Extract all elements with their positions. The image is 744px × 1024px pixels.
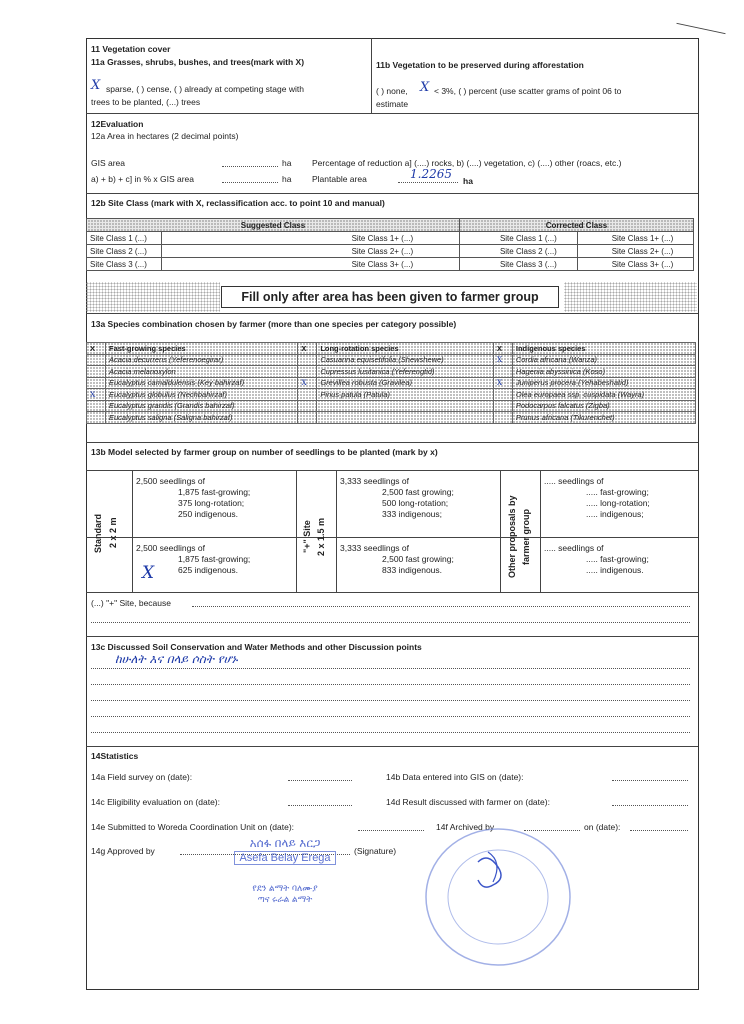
site-class-cell[interactable]: Site Class 2 (...) bbox=[87, 245, 162, 258]
x-header: X bbox=[298, 343, 317, 355]
s11b-text1: ( ) none, bbox=[376, 86, 408, 96]
field-survey-label: 14a Field survey on (date): bbox=[91, 772, 193, 782]
gis-entry-label: 14b Data entered into GIS on (date): bbox=[386, 772, 524, 782]
ha-unit: ha bbox=[282, 158, 292, 168]
s13c-title: 13c Discussed Soil Conservation and Water Methods and other Discussion points bbox=[91, 642, 422, 652]
s12-title: 12Evaluation bbox=[91, 119, 144, 129]
model-other-1[interactable]: ..... seedlings of ..... fast-growing; ..... long-rotation; ..... indigenous; bbox=[544, 476, 650, 519]
species-cell bbox=[317, 412, 494, 424]
standard-label: Standard bbox=[93, 513, 103, 553]
species-cell: Eucalyptus camaldulensis (Key bahirzaf) bbox=[106, 377, 298, 389]
site-class-cell[interactable]: Site Class 1+ (...) bbox=[577, 232, 693, 245]
s11a-text2: trees to be planted, (...) trees bbox=[91, 97, 201, 107]
species-cell: Acacia decurrens (Yeferenoegirar) bbox=[106, 354, 298, 366]
model-plus-2[interactable]: 3,333 seedlings of 2,500 fast growing; 833 indigenous. bbox=[340, 543, 454, 575]
species-mark[interactable] bbox=[298, 354, 317, 366]
indigenous-header: Indigenous species bbox=[512, 343, 695, 355]
plus-site-label: "+" Site bbox=[302, 520, 312, 553]
archived-label: 14f Archived by bbox=[436, 822, 495, 832]
ha-unit: ha bbox=[463, 176, 473, 186]
round-seal-icon bbox=[418, 822, 578, 972]
site-class-cell[interactable]: Site Class 2 (...) bbox=[459, 245, 577, 258]
table-row bbox=[87, 258, 694, 271]
eligibility-label: 14c Eligibility evaluation on (date): bbox=[91, 797, 220, 807]
ha-unit: ha bbox=[282, 174, 292, 184]
reduction-text: Percentage of reduction a] (....) rocks, b) (....) vegetation, c) (....) other (roacs, etc.) bbox=[312, 158, 622, 168]
site-class-cell[interactable]: Site Class 1 (...) bbox=[459, 232, 577, 245]
s11a-text1: sparse, ( ) cense, ( ) already at competing stage with bbox=[106, 84, 304, 94]
species-cell bbox=[317, 400, 494, 412]
species-mark[interactable]: X bbox=[493, 354, 512, 366]
site-class-cell[interactable]: Site Class 3+ (...) bbox=[161, 258, 459, 271]
species-mark[interactable] bbox=[87, 377, 106, 389]
plus-site-because: (...) "+" Site, because bbox=[91, 598, 171, 608]
gis-area-label: GIS area bbox=[91, 158, 126, 168]
s13b-title: 13b Model selected by farmer group on number of seedlings to be planted (mark by x) bbox=[91, 447, 438, 457]
s12b-title: 12b Site Class (mark with X, reclassification acc. to point 10 and manual) bbox=[91, 198, 385, 208]
site-class-table bbox=[86, 218, 694, 271]
site-class-cell[interactable]: Site Class 2+ (...) bbox=[577, 245, 693, 258]
result-discussed-label: 14d Result discussed with farmer on (date): bbox=[386, 797, 550, 807]
s13c-handwriting: ከሁለት እና በላይ ሶስት የሆኑ bbox=[115, 652, 238, 666]
table-row bbox=[87, 400, 696, 412]
species-cell: Pinus patula (Patula) bbox=[317, 389, 494, 401]
species-cell: Podocarpus falcatus (Zigba) bbox=[512, 400, 695, 412]
species-mark[interactable] bbox=[87, 366, 106, 378]
table-row bbox=[87, 245, 694, 258]
species-cell: Grevillea robusta (Gravilea) bbox=[317, 377, 494, 389]
model-other-2[interactable]: ..... seedlings of ..... fast-growing; ..... indigenous. bbox=[544, 543, 649, 575]
gis-sum-label: a) + b) + c] in % x GIS area bbox=[91, 174, 194, 184]
table-row bbox=[87, 366, 696, 378]
s11a-title: 11a Grasses, shrubs, bushes, and trees(mark with X) bbox=[91, 57, 305, 67]
table-row bbox=[87, 389, 696, 401]
model-mark: X bbox=[142, 563, 155, 583]
species-cell: Hagenia abyssinica (Koso) bbox=[512, 366, 695, 378]
model-standard-2[interactable]: 2,500 seedlings of 1,875 fast-growing; 625 indigenous. bbox=[136, 543, 251, 575]
plus-site-size: 2 x 1.5 m bbox=[316, 517, 326, 556]
species-mark[interactable] bbox=[298, 412, 317, 424]
s11b-text2: estimate bbox=[376, 99, 409, 109]
s11-title: 11 Vegetation cover bbox=[91, 44, 171, 54]
approved-label: 14g Approved by bbox=[91, 846, 155, 856]
suggested-header: Suggested Class bbox=[87, 219, 460, 232]
s12a-title: 12a Area in hectares (2 decimal points) bbox=[91, 131, 239, 141]
species-mark[interactable] bbox=[493, 366, 512, 378]
species-cell: Juniperus procera (Yehabeshatid) bbox=[512, 377, 695, 389]
site-class-cell[interactable]: Site Class 1+ (...) bbox=[161, 232, 459, 245]
banner-hatch-right bbox=[564, 282, 697, 312]
submitted-label: 14e Submitted to Woreda Coordination Unit on (date): bbox=[91, 822, 295, 832]
species-cell: Eucalyptus globulus (Nechbahirzaf) bbox=[106, 389, 298, 401]
site-class-cell[interactable]: Site Class 1 (...) bbox=[87, 232, 162, 245]
banner-box: Fill only after area has been given to farmer group bbox=[221, 286, 559, 308]
s11b-mark: X bbox=[420, 80, 430, 95]
species-mark[interactable] bbox=[493, 412, 512, 424]
other-proposals-label2: farmer group bbox=[521, 508, 531, 565]
species-cell: Casuarina equisetifolia (Shewshewe) bbox=[317, 354, 494, 366]
s11a-mark: X bbox=[91, 78, 101, 93]
site-class-cell[interactable]: Site Class 2+ (...) bbox=[161, 245, 459, 258]
s14-title: 14Statistics bbox=[91, 751, 139, 761]
site-class-cell[interactable]: Site Class 3+ (...) bbox=[577, 258, 693, 271]
x-header: X bbox=[87, 343, 106, 355]
approver-stamp: አሰፋ በላይ እርጋ Asefa Belay Erega የደን ልማት ባለሙያ ጣና ሩራል ልማት bbox=[210, 836, 360, 905]
plantable-label: Plantable area bbox=[312, 174, 367, 184]
species-mark[interactable]: X bbox=[298, 377, 317, 389]
s11b-title: 11b Vegetation to be preserved during afforestation bbox=[376, 60, 584, 70]
species-cell: Acacia melanoxylon bbox=[106, 366, 298, 378]
site-class-cell[interactable]: Site Class 3 (...) bbox=[459, 258, 577, 271]
long-rotation-header: Long-rotation species bbox=[317, 343, 494, 355]
model-standard-1[interactable]: 2,500 seedlings of 1,875 fast-growing; 375 long-rotation; 250 indigenous. bbox=[136, 476, 251, 519]
model-plus-1[interactable]: 3,333 seedlings of 2,500 fast growing; 500 long-rotation; 333 indigenous; bbox=[340, 476, 454, 519]
species-mark[interactable] bbox=[87, 412, 106, 424]
table-row bbox=[87, 377, 696, 389]
site-class-cell[interactable]: Site Class 3 (...) bbox=[87, 258, 162, 271]
species-mark[interactable] bbox=[87, 400, 106, 412]
archived-date-label: on (date): bbox=[584, 822, 621, 832]
species-cell: Olea europaea ssp. cuspidata (Wayra) bbox=[512, 389, 695, 401]
other-proposals-label: Other proposals by bbox=[507, 495, 517, 578]
s13a-title: 13a Species combination chosen by farmer (more than one species per category possible) bbox=[91, 319, 457, 329]
table-row bbox=[87, 354, 696, 366]
species-cell: Eucalyptus grandis (Grandis bahirzaf) bbox=[106, 400, 298, 412]
species-table bbox=[86, 342, 696, 424]
plantable-value: 1.2265 bbox=[410, 167, 452, 181]
species-mark[interactable] bbox=[493, 389, 512, 401]
s11b-text1b: < 3%, ( ) percent (use scatter grams of point 06 to bbox=[434, 86, 622, 96]
species-mark[interactable] bbox=[298, 366, 317, 378]
species-mark[interactable] bbox=[298, 389, 317, 401]
signature-label: (Signature) bbox=[354, 846, 397, 856]
species-cell: Cordia africana (Wanza) bbox=[512, 354, 695, 366]
corrected-header: Corrected Class bbox=[459, 219, 693, 232]
species-mark[interactable]: X bbox=[87, 389, 106, 401]
species-cell: Prunus africana (Tikurenchet) bbox=[512, 412, 695, 424]
corner-mark bbox=[676, 23, 725, 34]
table-row bbox=[87, 412, 696, 424]
species-mark[interactable] bbox=[87, 354, 106, 366]
species-mark[interactable] bbox=[493, 400, 512, 412]
species-mark[interactable]: X bbox=[493, 377, 512, 389]
table-row bbox=[87, 232, 694, 245]
species-cell: Cupressus lusitanica (Yeferengtid) bbox=[317, 366, 494, 378]
fast-growing-header: Fast-growing species bbox=[106, 343, 298, 355]
species-mark[interactable] bbox=[298, 400, 317, 412]
species-cell: Eucalyptus saligna (Saligna bahirzaf) bbox=[106, 412, 298, 424]
standard-size: 2 x 2 m bbox=[108, 517, 118, 548]
banner-hatch-left bbox=[86, 282, 220, 312]
x-header: X bbox=[493, 343, 512, 355]
